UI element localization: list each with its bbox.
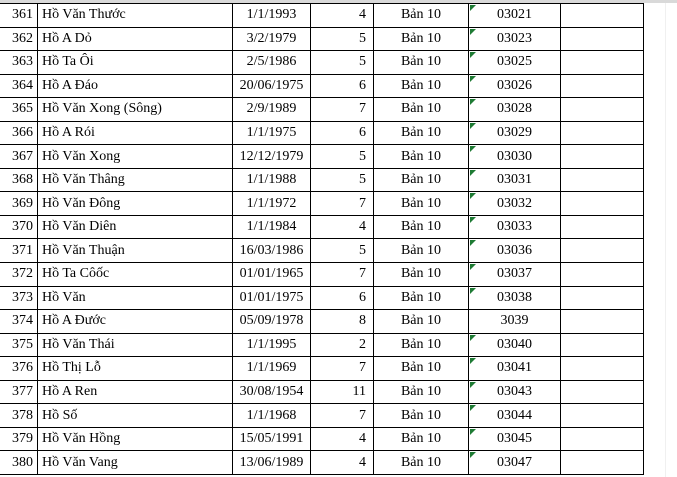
empty-cell[interactable] xyxy=(561,357,644,381)
empty-cell[interactable] xyxy=(561,121,644,145)
name-cell[interactable]: Hồ Văn Thước xyxy=(38,4,233,28)
dob-cell[interactable]: 30/08/1954 xyxy=(233,380,311,404)
dob-cell[interactable]: 1/1/1968 xyxy=(233,404,311,428)
village-cell[interactable]: Bản 10 xyxy=(374,98,469,122)
code-cell[interactable]: 03043 xyxy=(469,380,561,404)
row-number-cell[interactable]: 361 xyxy=(0,4,38,28)
data-table xyxy=(0,3,644,475)
name-cell[interactable]: Hồ Văn Xong (Sông) xyxy=(38,98,233,122)
village-cell[interactable]: Bản 10 xyxy=(374,286,469,310)
table-row xyxy=(0,168,644,192)
row-number-cell[interactable]: 368 xyxy=(0,168,38,192)
row-number-cell[interactable]: 366 xyxy=(0,121,38,145)
dob-cell[interactable]: 1/1/1984 xyxy=(233,215,311,239)
name-cell[interactable]: Hồ Văn Thuận xyxy=(38,239,233,263)
name-cell[interactable]: Hồ A Rói xyxy=(38,121,233,145)
dob-cell[interactable]: 1/1/1969 xyxy=(233,357,311,381)
name-cell[interactable]: Hồ Ta Côốc xyxy=(38,263,233,287)
count-cell[interactable]: 6 xyxy=(311,74,374,98)
village-cell[interactable]: Bản 10 xyxy=(374,333,469,357)
error-indicator-triangle-icon xyxy=(470,288,476,294)
count-cell[interactable]: 5 xyxy=(311,145,374,169)
row-number-cell[interactable]: 377 xyxy=(0,380,38,404)
village-cell[interactable]: Bản 10 xyxy=(374,192,469,216)
table-row xyxy=(0,4,644,28)
code-cell[interactable]: 03026 xyxy=(469,74,561,98)
row-number-cell[interactable]: 362 xyxy=(0,27,38,51)
empty-cell[interactable] xyxy=(561,27,644,51)
code-cell[interactable]: 03040 xyxy=(469,333,561,357)
code-cell[interactable]: 03023 xyxy=(469,27,561,51)
empty-cell[interactable] xyxy=(561,168,644,192)
table-row xyxy=(0,215,644,239)
table-row xyxy=(0,427,644,451)
code-cell[interactable]: 03028 xyxy=(469,98,561,122)
count-cell[interactable]: 7 xyxy=(311,263,374,287)
name-cell[interactable]: Hồ A Đước xyxy=(38,310,233,334)
dob-cell[interactable]: 1/1/1972 xyxy=(233,192,311,216)
row-number-cell[interactable]: 373 xyxy=(0,286,38,310)
dob-cell[interactable]: 01/01/1975 xyxy=(233,286,311,310)
name-cell[interactable]: Hồ A Đáo xyxy=(38,74,233,98)
count-cell[interactable]: 4 xyxy=(311,427,374,451)
error-indicator-triangle-icon xyxy=(470,52,476,58)
table-row xyxy=(0,357,644,381)
faint-column-gridline xyxy=(665,3,666,477)
count-cell[interactable]: 11 xyxy=(311,380,374,404)
dob-cell[interactable]: 13/06/1989 xyxy=(233,451,311,475)
dob-cell[interactable]: 3/2/1979 xyxy=(233,27,311,51)
village-cell[interactable]: Bản 10 xyxy=(374,427,469,451)
table-row xyxy=(0,51,644,75)
empty-cell[interactable] xyxy=(561,451,644,475)
table-row xyxy=(0,333,644,357)
dob-cell[interactable]: 1/1/1993 xyxy=(233,4,311,28)
table-row xyxy=(0,27,644,51)
row-number-cell[interactable]: 375 xyxy=(0,333,38,357)
code-cell[interactable]: 03025 xyxy=(469,51,561,75)
error-indicator-triangle-icon xyxy=(470,193,476,199)
error-indicator-triangle-icon xyxy=(470,429,476,435)
code-cell[interactable]: 03037 xyxy=(469,263,561,287)
error-indicator-triangle-icon xyxy=(470,123,476,129)
table-row xyxy=(0,451,644,475)
row-number-cell[interactable]: 363 xyxy=(0,51,38,75)
village-cell[interactable]: Bản 10 xyxy=(374,357,469,381)
row-number-cell[interactable]: 367 xyxy=(0,145,38,169)
count-cell[interactable]: 7 xyxy=(311,404,374,428)
name-cell[interactable]: Hồ Văn Hồng xyxy=(38,427,233,451)
error-indicator-triangle-icon xyxy=(470,382,476,388)
count-cell[interactable]: 8 xyxy=(311,310,374,334)
row-number-cell[interactable]: 365 xyxy=(0,98,38,122)
empty-cell[interactable] xyxy=(561,404,644,428)
dob-cell[interactable]: 15/05/1991 xyxy=(233,427,311,451)
dob-cell[interactable]: 01/01/1965 xyxy=(233,263,311,287)
error-indicator-triangle-icon xyxy=(470,452,476,458)
name-cell[interactable]: Hồ Ta Ôi xyxy=(38,51,233,75)
code-cell[interactable]: 03032 xyxy=(469,192,561,216)
empty-cell[interactable] xyxy=(561,74,644,98)
empty-cell[interactable] xyxy=(561,4,644,28)
village-cell[interactable]: Bản 10 xyxy=(374,4,469,28)
code-cell[interactable]: 03021 xyxy=(469,4,561,28)
count-cell[interactable]: 4 xyxy=(311,4,374,28)
code-cell[interactable]: 03041 xyxy=(469,357,561,381)
village-cell[interactable]: Bản 10 xyxy=(374,451,469,475)
row-number-cell[interactable]: 378 xyxy=(0,404,38,428)
count-cell[interactable]: 6 xyxy=(311,121,374,145)
empty-cell[interactable] xyxy=(561,239,644,263)
dob-cell[interactable]: 2/5/1986 xyxy=(233,51,311,75)
error-indicator-triangle-icon xyxy=(470,29,476,35)
empty-cell[interactable] xyxy=(561,427,644,451)
count-cell[interactable]: 4 xyxy=(311,215,374,239)
name-cell[interactable]: Hồ Văn Thái xyxy=(38,333,233,357)
count-cell[interactable]: 7 xyxy=(311,192,374,216)
dob-cell[interactable]: 2/9/1989 xyxy=(233,98,311,122)
dob-cell[interactable]: 20/06/1975 xyxy=(233,74,311,98)
row-number-cell[interactable]: 376 xyxy=(0,357,38,381)
table-row xyxy=(0,121,644,145)
village-cell[interactable]: Bản 10 xyxy=(374,404,469,428)
row-number-cell[interactable]: 372 xyxy=(0,263,38,287)
village-cell[interactable]: Bản 10 xyxy=(374,310,469,334)
empty-cell[interactable] xyxy=(561,263,644,287)
dob-cell[interactable]: 12/12/1979 xyxy=(233,145,311,169)
dob-cell[interactable]: 1/1/1995 xyxy=(233,333,311,357)
dob-cell[interactable]: 1/1/1975 xyxy=(233,121,311,145)
code-cell[interactable]: 03031 xyxy=(469,168,561,192)
code-cell[interactable]: 03047 xyxy=(469,451,561,475)
village-cell[interactable]: Bản 10 xyxy=(374,27,469,51)
table-row xyxy=(0,192,644,216)
village-cell[interactable]: Bản 10 xyxy=(374,168,469,192)
name-cell[interactable]: Hồ Thị Lỗ xyxy=(38,357,233,381)
code-cell[interactable]: 03036 xyxy=(469,239,561,263)
sheet-area xyxy=(0,3,677,477)
empty-cell[interactable] xyxy=(561,286,644,310)
village-cell[interactable]: Bản 10 xyxy=(374,51,469,75)
code-cell[interactable]: 03038 xyxy=(469,286,561,310)
code-cell[interactable]: 03029 xyxy=(469,121,561,145)
name-cell[interactable]: Hồ A Dỏ xyxy=(38,27,233,51)
error-indicator-triangle-icon xyxy=(470,76,476,82)
count-cell[interactable]: 6 xyxy=(311,286,374,310)
error-indicator-triangle-icon xyxy=(470,170,476,176)
village-cell[interactable]: Bản 10 xyxy=(374,74,469,98)
code-cell[interactable]: 03044 xyxy=(469,404,561,428)
error-indicator-triangle-icon xyxy=(470,146,476,152)
error-indicator-triangle-icon xyxy=(470,5,476,11)
count-cell[interactable]: 7 xyxy=(311,357,374,381)
code-cell[interactable]: 03033 xyxy=(469,215,561,239)
count-cell[interactable]: 7 xyxy=(311,98,374,122)
count-cell[interactable]: 4 xyxy=(311,451,374,475)
table-row xyxy=(0,239,644,263)
row-number-cell[interactable]: 380 xyxy=(0,451,38,475)
empty-cell[interactable] xyxy=(561,98,644,122)
table-row xyxy=(0,74,644,98)
error-indicator-triangle-icon xyxy=(470,358,476,364)
dob-cell[interactable]: 16/03/1986 xyxy=(233,239,311,263)
row-number-cell[interactable]: 364 xyxy=(0,74,38,98)
error-indicator-triangle-icon xyxy=(470,264,476,270)
dob-cell[interactable]: 05/09/1978 xyxy=(233,310,311,334)
table-row xyxy=(0,404,644,428)
village-cell[interactable]: Bản 10 xyxy=(374,239,469,263)
error-indicator-triangle-icon xyxy=(470,99,476,105)
name-cell[interactable]: Hồ Văn Đông xyxy=(38,192,233,216)
empty-cell[interactable] xyxy=(561,215,644,239)
empty-cell[interactable] xyxy=(561,380,644,404)
row-number-cell[interactable]: 379 xyxy=(0,427,38,451)
count-cell[interactable]: 5 xyxy=(311,168,374,192)
row-number-cell[interactable]: 370 xyxy=(0,215,38,239)
count-cell[interactable]: 5 xyxy=(311,239,374,263)
name-cell[interactable]: Hồ Văn Diên xyxy=(38,215,233,239)
name-cell[interactable]: Hồ Số xyxy=(38,404,233,428)
name-cell[interactable]: Hồ A Ren xyxy=(38,380,233,404)
village-cell[interactable]: Bản 10 xyxy=(374,121,469,145)
table-row xyxy=(0,263,644,287)
table-row xyxy=(0,286,644,310)
error-indicator-triangle-icon xyxy=(470,217,476,223)
table-row xyxy=(0,380,644,404)
empty-cell[interactable] xyxy=(561,51,644,75)
table-row xyxy=(0,310,644,334)
village-cell[interactable]: Bản 10 xyxy=(374,215,469,239)
dob-cell[interactable]: 1/1/1988 xyxy=(233,168,311,192)
row-number-cell[interactable]: 374 xyxy=(0,310,38,334)
empty-cell[interactable] xyxy=(561,310,644,334)
empty-cell[interactable] xyxy=(561,192,644,216)
row-number-cell[interactable]: 369 xyxy=(0,192,38,216)
count-cell[interactable]: 5 xyxy=(311,27,374,51)
count-cell[interactable]: 2 xyxy=(311,333,374,357)
error-indicator-triangle-icon xyxy=(470,335,476,341)
name-cell[interactable]: Hồ Văn Vang xyxy=(38,451,233,475)
village-cell[interactable]: Bản 10 xyxy=(374,263,469,287)
table-row xyxy=(0,98,644,122)
name-cell[interactable]: Hồ Văn Thâng xyxy=(38,168,233,192)
village-cell[interactable]: Bản 10 xyxy=(374,380,469,404)
code-cell[interactable]: 03045 xyxy=(469,427,561,451)
name-cell[interactable]: Hồ Văn Xong xyxy=(38,145,233,169)
count-cell[interactable]: 5 xyxy=(311,51,374,75)
row-number-cell[interactable]: 371 xyxy=(0,239,38,263)
name-cell[interactable]: Hồ Văn xyxy=(38,286,233,310)
error-indicator-triangle-icon xyxy=(470,240,476,246)
error-indicator-triangle-icon xyxy=(470,405,476,411)
table-row xyxy=(0,145,644,169)
empty-cell[interactable] xyxy=(561,145,644,169)
code-cell[interactable]: 03030 xyxy=(469,145,561,169)
code-cell[interactable]: 3039 xyxy=(469,310,561,334)
village-cell[interactable]: Bản 10 xyxy=(374,145,469,169)
empty-cell[interactable] xyxy=(561,333,644,357)
